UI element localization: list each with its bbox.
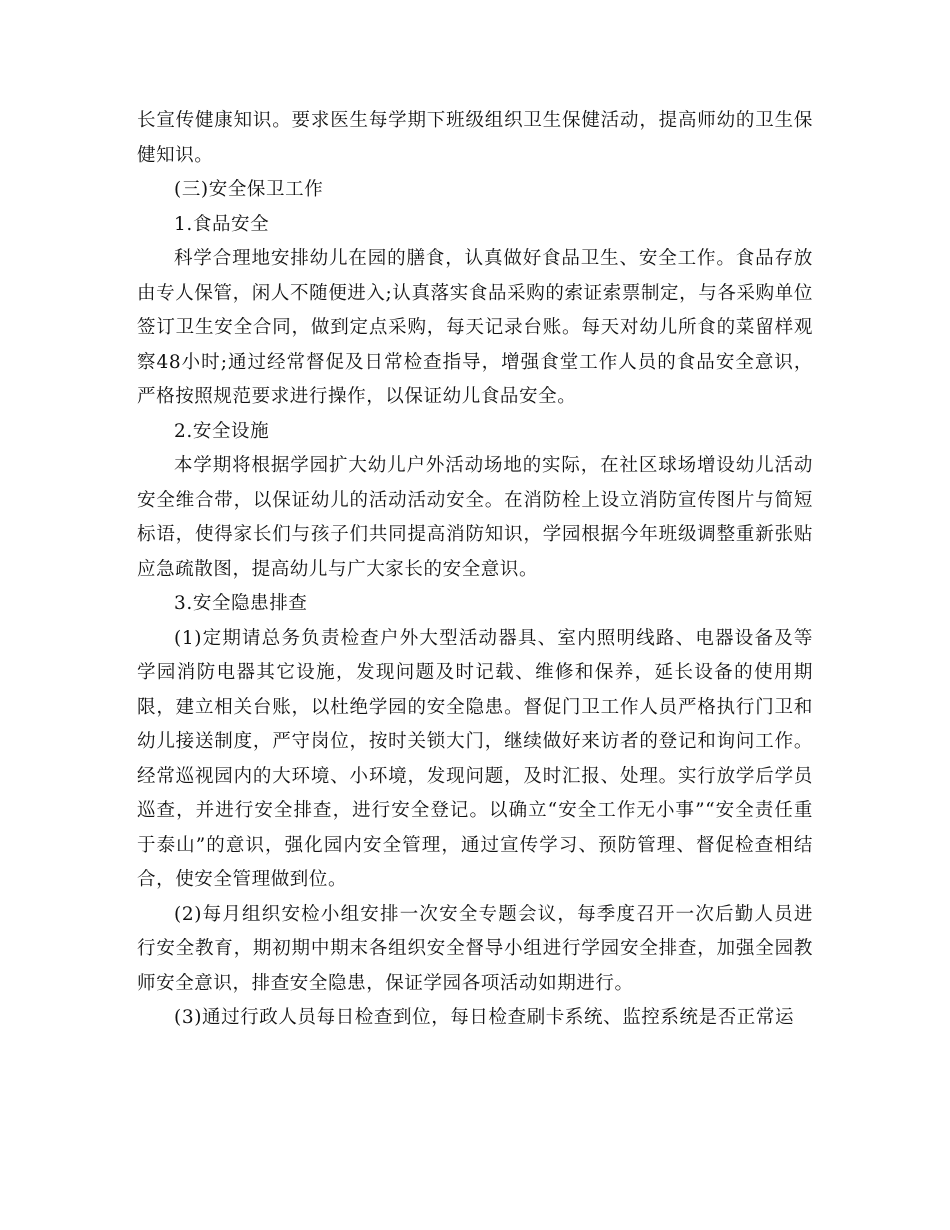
heading-hazard-inspection: 3.安全隐患排查 — [174, 593, 308, 614]
document-page — [137, 0, 813, 1230]
paragraph-hazard-item-2: (2)每月组织安检小组安排一次安全专题会议，每季度召开一次后勤人员进行安全教育，期初期中期末各组织安全督导小组进行学园安全排查，加强全园教师安全意识，排查安全隐患，保证学园各项活动如期进行。 — [137, 903, 813, 994]
paragraph-health-knowledge: 长宣传健康知识。要求医生每学期下班级组织卫生保健活动，提高师幼的卫生保健知识。 — [137, 110, 813, 166]
heading-security-work: (三)安全保卫工作 — [174, 179, 324, 200]
heading-food-safety: 1.食品安全 — [174, 213, 270, 235]
paragraph-safety-facilities: 本学期将根据学园扩大幼儿户外活动场地的实际，在社区球场增设幼儿活动安全维合带，以保证幼儿的活动活动安全。在消防栓上设立消防宣传图片与简短标语，使得家长们与孩子们共同提高消防知识，学园根据今年班级调整重新张贴应急疏散图，提高幼儿与广大家长的安全意识。 — [137, 455, 813, 580]
paragraph-hazard-item-1: (1)定期请总务负责检查户外大型活动器具、室内照明线路、电器设备及等学园消防电器其它设施，发现问题及时记载、维修和保养，延长设备的使用期限，建立相关台账，以杜绝学园的安全隐患。督促门卫工作人员严格执行门卫和幼儿接送制度，严守岗位，按时关锁大门，继续做好来访者的登记和询问工作。经常巡视园内的大环境、小环境，发现问题，及时汇报、处理。实行放学后学员巡查，并进行安全排查，进行安全登记。以确立“安全工作无小事”“安全责任重于泰山”的意识，强化园内安全管理，通过宣传学习、预防管理、督促检查相结合，使安全管理做到位。 — [137, 627, 813, 890]
paragraph-hazard-item-3: (3)通过行政人员每日检查到位，每日检查刷卡系统、监控系统是否正常运 — [174, 1007, 795, 1028]
heading-safety-facilities: 2.安全设施 — [174, 420, 270, 442]
paragraph-food-safety: 科学合理地安排幼儿在园的膳食，认真做好食品卫生、安全工作。食品存放由专人保管，闲人不随便进入;认真落实食品采购的索证索票制定，与各采购单位签订卫生安全合同，做到定点采购，每天记录台账。每天对幼儿所食的菜留样观察48小时;通过经常督促及日常检查指导，增强食堂工作人员的食品安全意识，严格按照规范要求进行操作，以保证幼儿食品安全。 — [137, 248, 813, 407]
